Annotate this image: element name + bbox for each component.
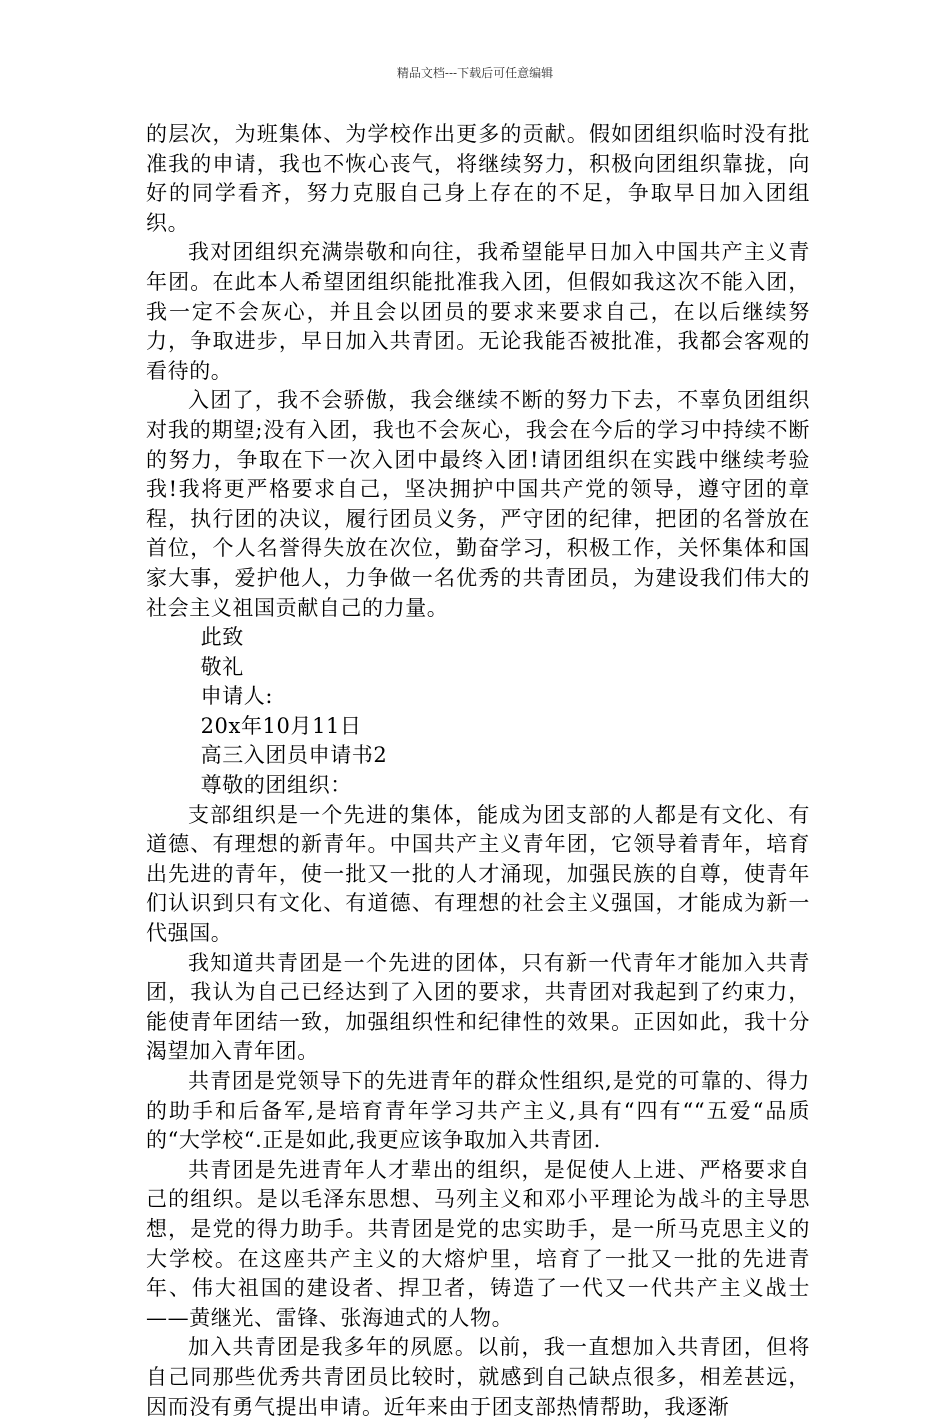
paragraph-aspiration: 加入共青团是我多年的夙愿。以前，我一直想加入共青团，但将自己同那些优秀共青团员比较时，就感到自己缺点很多，相差甚远，因而没有勇气提出申请。近年来由于团支部热情帮助，我逐渐	[146, 1335, 810, 1419]
closing-salutation: 此致	[200, 625, 244, 650]
paragraph-continuation: 的层次，为班集体、为学校作出更多的贡献。假如团组织临时没有批准我的申请，我也不恢心丧气，将继续努力，积极向团组织靠拢，向好的同学看齐，努力克服自己身上存在的不足，争取早日加入团组织。	[146, 122, 810, 235]
paragraph-league-talent: 共青团是先进青年人才辈出的组织，是促使人上进、严格要求自己的组织。是以毛泽东思想、马列主义和邓小平理论为战斗的主导思想，是党的得力助手。共青团是党的忠实助手，是一所马克思主义的大学校。在这座共产主义的大熔炉里，培育了一批又一批的先进青年、伟大祖国的建设者、捍卫者，铸造了一代又一代共产主义战士——黄继光、雷锋、张海迪式的人物。	[146, 1157, 810, 1330]
paragraph-understanding: 我知道共青团是一个先进的团体，只有新一代青年才能加入共青团，我认为自己已经达到了入团的要求，共青团对我起到了约束力，能使青年团结一致，加强组织性和纪律性的效果。正因如此，我十分渴望加入青年团。	[146, 950, 810, 1064]
applicant-label: 申请人:	[200, 684, 274, 709]
paragraph-branch: 支部组织是一个先进的集体，能成为团支部的人都是有文化、有道德、有理想的新青年。中国共产主义青年团，它领导着青年，培育出先进的青年，使一批又一批的人才涌现，加强民族的自尊，使青年们认识到只有文化、有道德、有理想的社会主义强国，才能成为新一代强国。	[146, 802, 810, 946]
application-date: 20x年10月11日	[200, 713, 362, 738]
paragraph-commitment: 入团了，我不会骄傲，我会继续不断的努力下去，不辜负团组织对我的期望;没有入团，我也不会灰心，我会在今后的学习中持续不断的努力，争取在下一次入团中最终入团!请团组织在实践中继续考验我!我将更严格要求自己，坚决拥护中国共产党的领导，遵守团的章程，执行团的决议，履行团员义务，严守团的纪律，把团的名誉放在首位，个人名誉得失放在次位，勤奋学习，积极工作，关怀集体和国家大事，爱护他人，力争做一名优秀的共青团员，为建设我们伟大的社会主义祖国贡献自己的力量。	[146, 388, 810, 620]
paragraph-longing: 我对团组织充满崇敬和向往，我希望能早日加入中国共产主义青年团。在此本人希望团组织能批准我入团，但假如我这次不能入团，我一定不会灰心，并且会以团员的要求来要求自己，在以后继续努力，争取进步，早日加入共青团。无论我能否被批准，我都会客观的看待的。	[146, 240, 810, 383]
closing-regards: 敬礼	[200, 654, 244, 679]
greeting: 尊敬的团组织：	[200, 773, 352, 798]
page-header: 精品文档---下载后可任意编辑	[396, 66, 554, 80]
section-title: 高三入团员申请书2	[200, 743, 388, 768]
document-body	[146, 120, 810, 1422]
paragraph-league-role: 共青团是党领导下的先进青年的群众性组织,是党的可靠的、得力的助手和后备军,是培育青年学习共产主义,具有“四有““五爱“品质的“大学校“.正是如此,我更应该争取加入共青团.	[146, 1069, 810, 1153]
